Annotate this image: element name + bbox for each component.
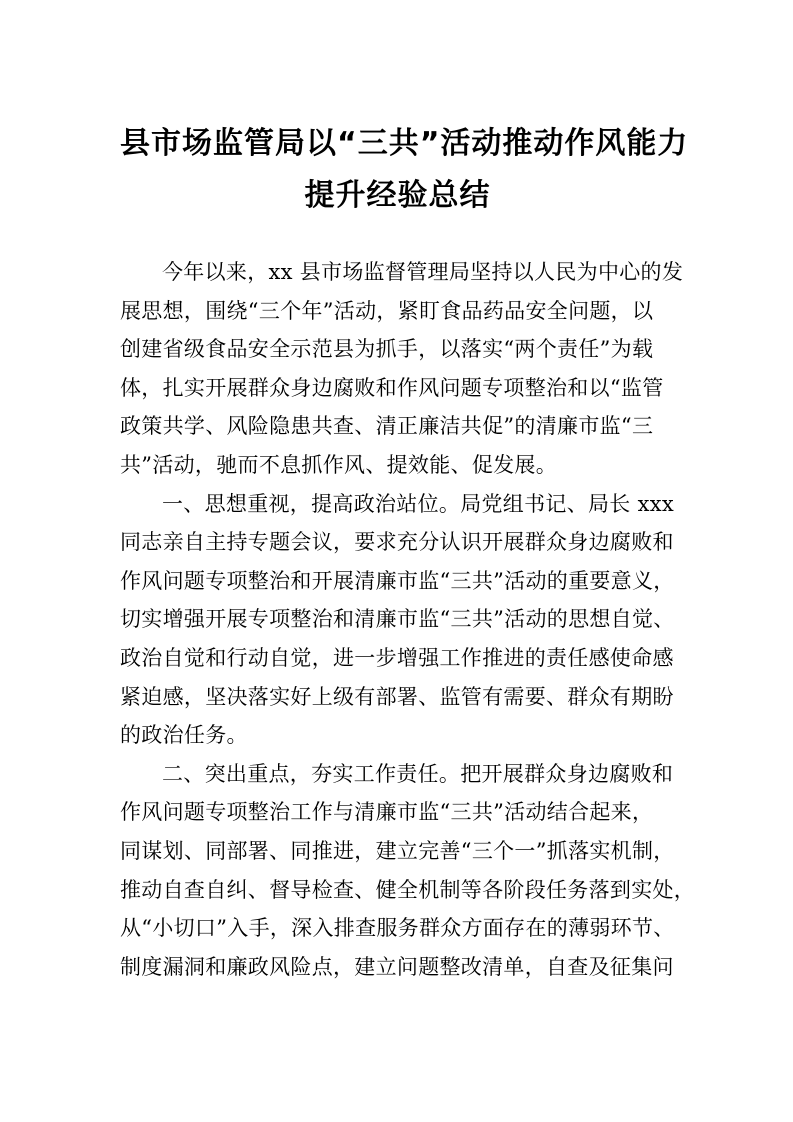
text-line: 的政治任务。 (120, 723, 248, 748)
paragraph-section-1 (120, 485, 675, 755)
title-line: 县市场监管局以“三共”活动推动作风能力 (120, 126, 689, 161)
text-line: 共”活动，驰而不息抓作风、提效能、促发展。 (120, 452, 558, 477)
text-line: 紧迫感，坚决落实好上级有部署、监管有需要、群众有期盼 (120, 684, 674, 709)
text-line: 推动自查自纠、督导检查、健全机制等各阶段任务落到实处， (120, 877, 696, 902)
text-line: 同谋划、同部署、同推进，建立完善“三个一”抓落实机制， (120, 838, 675, 863)
text-line: 创建省级食品安全示范县为抓手，以落实“两个责任”为载 (120, 337, 654, 362)
document-title (120, 118, 689, 222)
text-line: 一、思想重视，提高政治站位。局党组书记、局长 xxx (162, 491, 675, 516)
text-line: 制度漏洞和廉政风险点，建立问题整改清单，自查及征集问 (120, 954, 674, 979)
text-line: 作风问题专项整治和开展清廉市监“三共”活动的重要意义， (120, 568, 675, 593)
text-line: 二、突出重点，夯实工作责任。把开展群众身边腐败和 (162, 761, 674, 786)
title-line: 提升经验总结 (304, 178, 491, 213)
text-line: 同志亲自主持专题会议，要求充分认识开展群众身边腐败和 (120, 530, 674, 555)
document-body (120, 253, 696, 986)
text-line: 展思想，围绕“三个年”活动，紧盯食品药品安全问题，以 (120, 298, 654, 323)
text-line: 从“小切口”入手，深入排查服务群众方面存在的薄弱环节、 (120, 916, 675, 941)
text-line: 作风问题专项整治工作与清廉市监“三共”活动结合起来， (120, 800, 654, 825)
text-line: 政策共学、风险隐患共查、清正廉洁共促”的清廉市监“三 (120, 414, 654, 439)
text-line: 政治自觉和行动自觉，进一步增强工作推进的责任感使命感 (120, 645, 674, 670)
text-line: 今年以来，xx 县市场监督管理局坚持以人民为中心的发 (162, 260, 684, 284)
text-line: 体，扎实开展群众身边腐败和作风问题专项整治和以“监管 (120, 375, 664, 400)
text-line: 切实增强开展专项整治和清廉市监“三共”活动的思想自觉、 (120, 607, 675, 632)
paragraph-section-2 (120, 755, 696, 987)
paragraph-intro (120, 253, 684, 485)
